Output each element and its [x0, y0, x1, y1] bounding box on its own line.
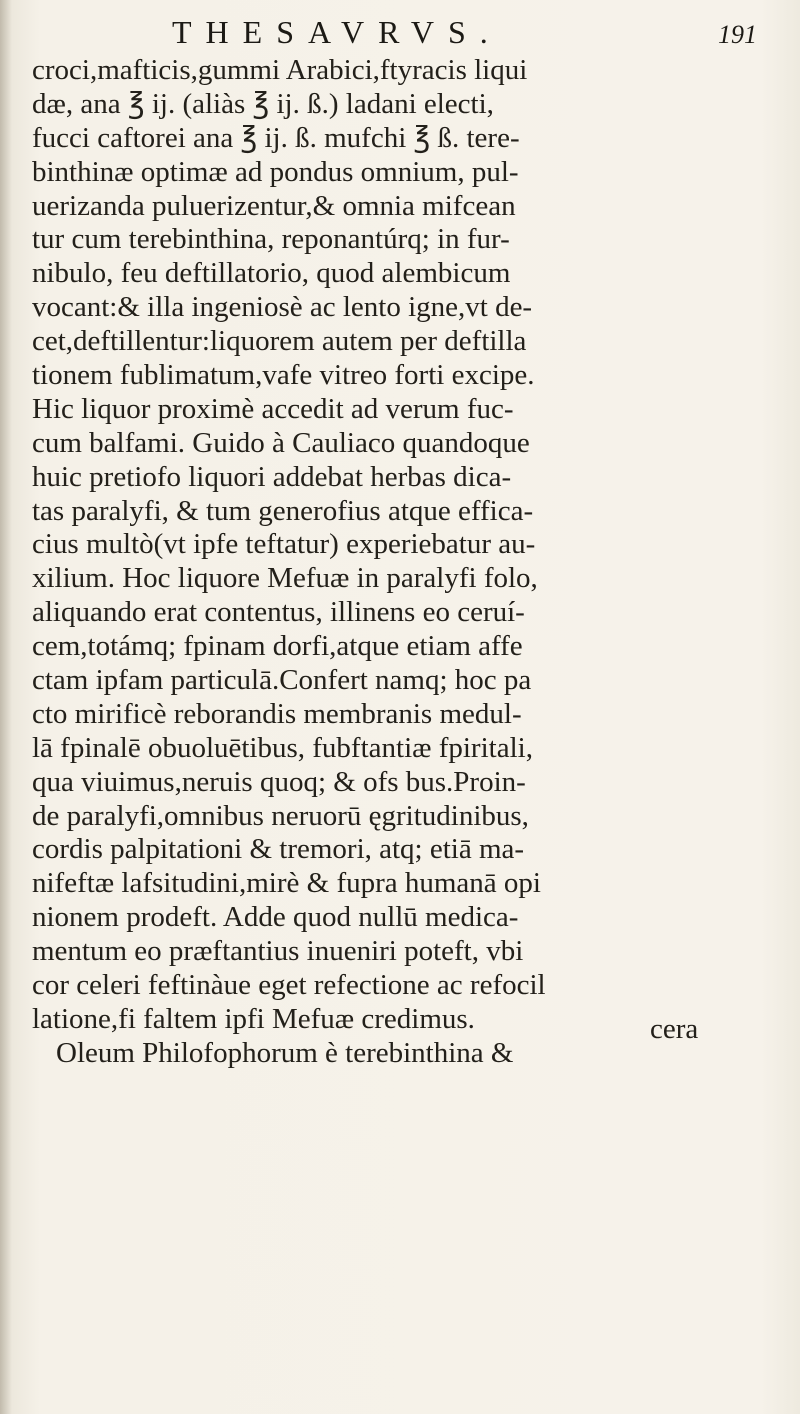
text-line: cem,totámq; fpinam dorfi,atque etiam affe	[32, 630, 523, 663]
text-line: xilium. Hoc liquore Mefuæ in paralyfi folo,	[32, 562, 538, 595]
text-line: croci,mafticis,gummi Arabici,ftyracis liqui	[32, 54, 528, 86]
text-line: fucci caftorei ana ℥ ij. ß. mufchi ℥ ß. tere-	[32, 121, 520, 154]
text-line: lā fpinalē obuoluētibus, fubftantiæ fpiritali,	[32, 731, 533, 764]
text-line: aliquando erat contentus, illinens eo ceruí-	[32, 596, 525, 629]
text-line: vocant:& illa ingeniosè ac lento igne,vt de-	[32, 291, 533, 324]
text-line: cor celeri feftinàue eget refectione ac refocil	[32, 969, 546, 1002]
text-line: cto mirificè reborandis membranis medul-	[32, 697, 522, 730]
gutter-shadow	[0, 0, 12, 1414]
text-line: qua viuimus,neruis quoq; & ofs bus.Proin-	[32, 765, 526, 798]
text-line: mentum eo præftantius inueniri poteft, vbi	[32, 935, 524, 968]
text-line: uerizanda puluerizentur,& omnia mifcean	[32, 189, 516, 222]
text-line: Oleum Philofophorum è terebinthina &	[56, 1036, 514, 1069]
text-line: tionem fublimatum,vafe vitreo forti excipe.	[32, 359, 535, 392]
page-header	[0, 12, 800, 52]
text-line: nifeftæ lafsitudini,mirè & fupra humanā opi	[32, 867, 541, 900]
text-line: latione,fi faltem ipfi Mefuæ credimus.	[32, 1002, 475, 1035]
text-line: huic pretiofo liquori addebat herbas dica-	[32, 460, 512, 493]
text-line: nionem prodeft. Adde quod nullū medica-	[32, 901, 519, 934]
text-line: cordis palpitationi & tremori, atq; etiā ma-	[32, 833, 525, 866]
text-line: cum balfami. Guido à Cauliaco quandoque	[32, 426, 530, 459]
text-line: tur cum terebinthina, reponantúrq; in fur-	[32, 223, 510, 256]
text-line: ctam ipfam particulā.Confert namq; hoc pa	[32, 664, 532, 697]
text-line: cius multò(vt ipfe teftatur) experiebatur au-	[32, 528, 536, 561]
text-line: binthinæ optimæ ad pondus omnium, pul-	[32, 155, 519, 188]
text-line: nibulo, feu deftillatorio, quod alembicum	[32, 257, 511, 290]
page-number: 191	[718, 20, 757, 49]
catchword: cera	[650, 1013, 699, 1045]
text-line: tas paralyfi, & tum generofius atque effica-	[32, 494, 534, 527]
text-line: Hic liquor proximè accedit ad verum fuc-	[32, 392, 514, 425]
body-text	[28, 54, 788, 1071]
text-line: de paralyfi,omnibus neruorū ęgritudinibus,	[32, 799, 529, 832]
text-line: cet,deftillentur:liquorem autem per deftilla	[32, 325, 527, 358]
running-title: THESAVRVS.	[172, 14, 502, 50]
text-line: dæ, ana ℥ ij. (aliàs ℥ ij. ß.) ladani electi,	[32, 87, 494, 120]
